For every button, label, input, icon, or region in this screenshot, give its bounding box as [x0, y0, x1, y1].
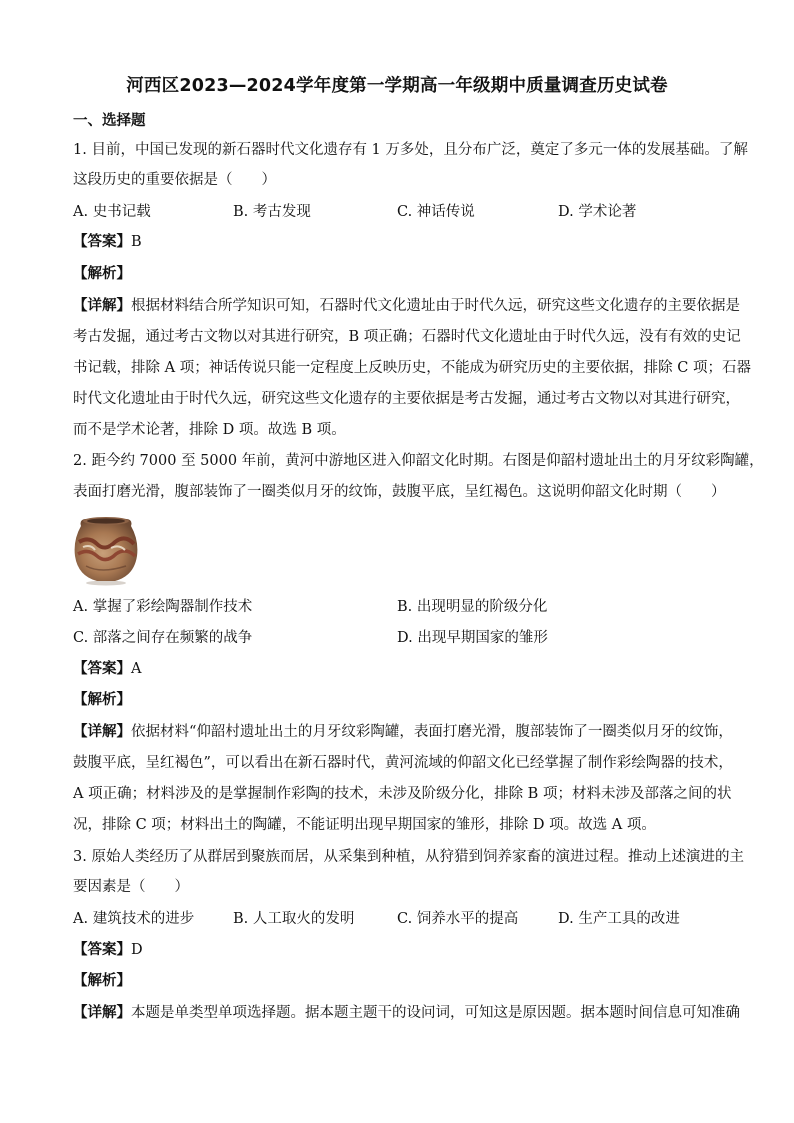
q1-detail-line-1: 【详解】根据材料结合所学知识可知，石器时代文化遗址由于时代久远，研究这些文化遗存的主要依据是: [73, 298, 740, 314]
q1-option-b: B. 考古发现: [233, 204, 311, 220]
q3-answer: 【答案】D: [73, 942, 143, 958]
q1-analysis-heading: 【解析】: [73, 266, 131, 282]
q2-answer: 【答案】A: [73, 661, 142, 677]
q2-stem-line-2: 表面打磨光滑，腹部装饰了一圈类似月牙的纹饰，鼓腹平底，呈红褐色。这说明仰韶文化时期（ ）: [73, 484, 726, 500]
q2-detail-line-3: A 项正确；材料涉及的是掌握制作彩陶的技术，未涉及阶级分化，排除 B 项；材料未涉及部落之间的状: [73, 786, 732, 802]
analysis-label: 解析: [87, 266, 117, 282]
page-title: 河西区2023—2024学年度第一学期高一年级期中质量调查历史试卷: [126, 76, 668, 96]
q1-detail-line-5: 而不是学术论著，排除 D 项。故选 B 项。: [73, 422, 346, 438]
q2-stem-line-1: 2. 距今约 7000 至 5000 年前，黄河中游地区进入仰韶文化时期。右图是仰韶村遗址出土的月牙纹彩陶罐，: [73, 453, 764, 469]
q3-stem-line-2: 要因素是（ ）: [73, 879, 189, 895]
q2-analysis-heading: 【解析】: [73, 692, 131, 708]
q2-detail-line-4: 况，排除 C 项；材料出土的陶罐，不能证明出现早期国家的雏形，排除 D 项。故选 A 项。: [73, 817, 656, 833]
answer-label: 答案: [87, 234, 117, 250]
q1-detail-line-4: 时代文化遗址由于时代久远，研究这些文化遗存的主要依据是考古发掘，通过考古文物以对其进行研究，: [73, 391, 740, 407]
q1-option-d: D. 学术论著: [558, 204, 637, 220]
q3-option-b: B. 人工取火的发明: [233, 911, 355, 927]
q2-option-b: B. 出现明显的阶级分化: [397, 599, 548, 615]
q2-option-c: C. 部落之间存在频繁的战争: [73, 630, 253, 646]
q2-option-a: A. 掌握了彩绘陶器制作技术: [73, 599, 253, 615]
q2-answer-value: A: [131, 661, 142, 677]
q1-detail-line-2: 考古发掘，通过考古文物以对其进行研究，B 项正确；石器时代文化遗址由于时代久远，没有有效的史记: [73, 329, 741, 345]
painted-pottery-jar-image: [71, 514, 141, 586]
q3-detail-line-1: 【详解】本题是单类型单项选择题。据本题主题干的设问词，可知这是原因题。据本题时间信息可知准确: [73, 1005, 740, 1021]
q3-option-c: C. 饲养水平的提高: [397, 911, 519, 927]
detail-label: 详解: [87, 298, 117, 314]
q2-option-d: D. 出现早期国家的雏形: [397, 630, 548, 646]
q1-detail-line-3: 书记载，排除 A 项；神话传说只能一定程度上反映历史，不能成为研究历史的主要依据，排除 C 项；石器: [73, 360, 751, 376]
q3-option-d: D. 生产工具的改进: [558, 911, 680, 927]
q1-answer-value: B: [131, 234, 142, 250]
q1-option-a: A. 史书记载: [73, 204, 151, 220]
q3-option-a: A. 建筑技术的进步: [73, 911, 195, 927]
q1-stem-line-2: 这段历史的重要依据是（ ）: [73, 172, 276, 188]
q1-answer: 【答案】B: [73, 234, 142, 250]
q2-detail-line-2: 鼓腹平底，呈红褐色”，可以看出在新石器时代，黄河流域的仰韶文化已经掌握了制作彩绘陶器的技术，: [73, 755, 733, 771]
q1-stem-line-1: 1. 目前，中国已发现的新石器时代文化遗存有 1 万多处，且分布广泛，奠定了多元一体的发展基础。了解: [73, 142, 748, 158]
q1-option-c: C. 神话传说: [397, 204, 475, 220]
q3-stem-line-1: 3. 原始人类经历了从群居到聚族而居，从采集到种植，从狩猎到饲养家畜的演进过程。推动上述演进的主: [73, 849, 744, 865]
q3-analysis-heading: 【解析】: [73, 973, 131, 989]
q3-answer-value: D: [131, 942, 143, 958]
section-heading: 一、选择题: [73, 113, 146, 129]
q2-detail-line-1: 【详解】依据材料“仰韶村遗址出土的月牙纹彩陶罐，表面打磨光滑，腹部装饰了一圈类似月牙的纹饰，: [73, 724, 733, 740]
